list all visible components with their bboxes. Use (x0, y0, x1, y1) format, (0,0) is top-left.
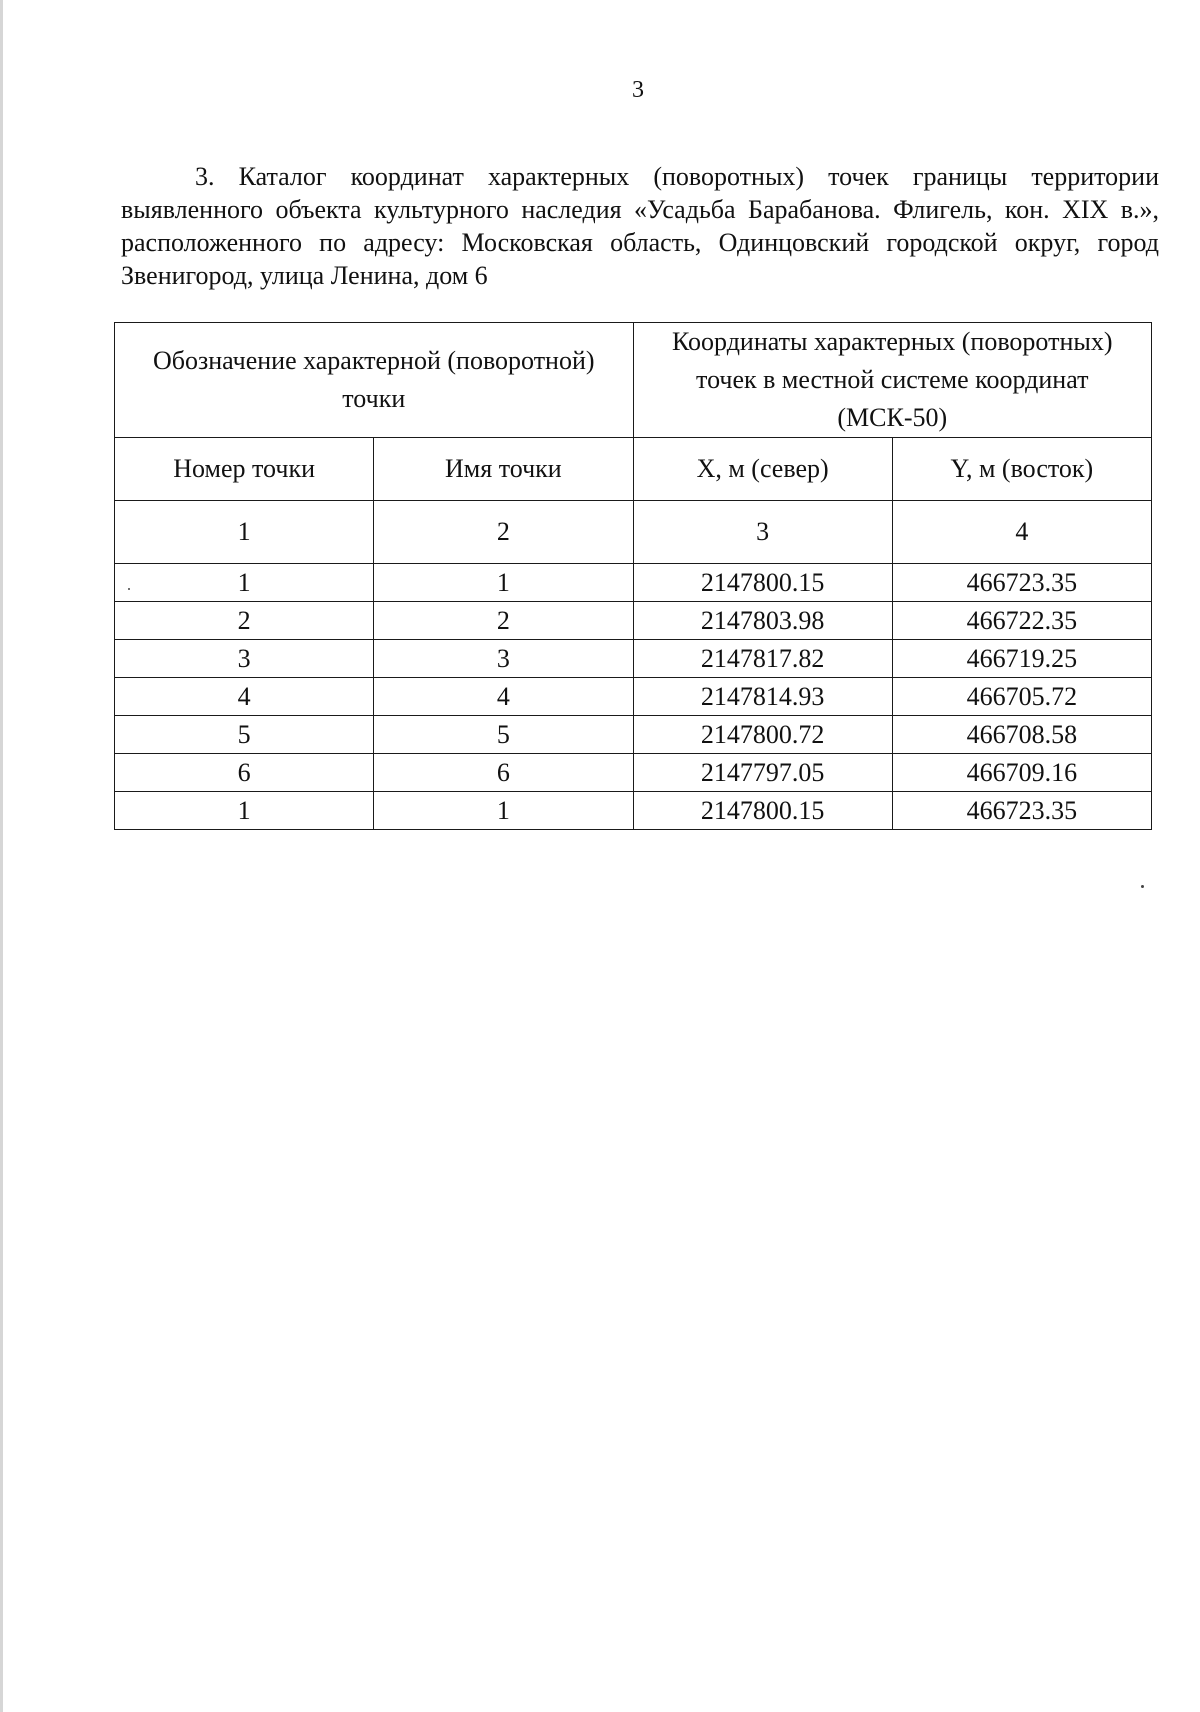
point-number-cell: 2 (115, 602, 374, 640)
point-name-header: Имя точки (374, 438, 633, 501)
column-number: 3 (633, 501, 892, 564)
y-coordinate-cell: 466708.58 (892, 716, 1151, 754)
point-name-cell: 4 (374, 678, 633, 716)
table-row (115, 602, 1152, 640)
scan-speck (128, 588, 130, 590)
point-name-cell: 1 (374, 792, 633, 830)
x-north-header: X, м (север) (633, 438, 892, 501)
column-number: 4 (892, 501, 1151, 564)
point-number-cell: 5 (115, 716, 374, 754)
page-number: 3 (632, 77, 644, 103)
point-number-cell: 6 (115, 754, 374, 792)
coordinates-catalog-table (114, 322, 1152, 830)
point-name-cell: 6 (374, 754, 633, 792)
point-number-cell: 1 (115, 792, 374, 830)
point-name-cell: 2 (374, 602, 633, 640)
x-coordinate-cell: 2147800.72 (633, 716, 892, 754)
designation-group-header: Обозначение характерной (поворотной) точки (115, 323, 634, 438)
table-row (115, 792, 1152, 830)
y-coordinate-cell: 466705.72 (892, 678, 1151, 716)
y-coordinate-cell: 466723.35 (892, 564, 1151, 602)
table-row (115, 678, 1152, 716)
coordinates-group-header: Координаты характерных (поворотных) точек в местной системе координат (МСК-50) (633, 323, 1152, 438)
table-row (115, 754, 1152, 792)
scan-speck (1141, 885, 1144, 888)
column-number: 2 (374, 501, 633, 564)
y-coordinate-cell: 466709.16 (892, 754, 1151, 792)
column-number: 1 (115, 501, 374, 564)
x-coordinate-cell: 2147814.93 (633, 678, 892, 716)
x-coordinate-cell: 2147803.98 (633, 602, 892, 640)
point-number-header: Номер точки (115, 438, 374, 501)
y-coordinate-cell: 466722.35 (892, 602, 1151, 640)
y-coordinate-cell: 466719.25 (892, 640, 1151, 678)
x-coordinate-cell: 2147800.15 (633, 564, 892, 602)
page-edge (0, 0, 3, 1712)
y-east-header: Y, м (восток) (892, 438, 1151, 501)
point-name-cell: 3 (374, 640, 633, 678)
y-coordinate-cell: 466723.35 (892, 792, 1151, 830)
catalog-heading: 3. Каталог координат характерных (поворотных) точек границы территории выявленного объекта культурного наследия «Усадьба Барабанова. Флигель, кон. XIX в.», расположенного по адресу: Московская область, Одинцовский городской округ, город Звенигород, улица Ленина, дом 6 (121, 162, 1159, 290)
table-column-header-row (115, 438, 1152, 501)
x-coordinate-cell: 2147797.05 (633, 754, 892, 792)
table-row (115, 564, 1152, 602)
point-number-cell: 1 (115, 564, 374, 602)
x-coordinate-cell: 2147800.15 (633, 792, 892, 830)
table-group-header-row (115, 323, 1152, 438)
point-number-cell: 4 (115, 678, 374, 716)
table-row (115, 640, 1152, 678)
table-row (115, 716, 1152, 754)
point-name-cell: 1 (374, 564, 633, 602)
column-number-row (115, 501, 1152, 564)
x-coordinate-cell: 2147817.82 (633, 640, 892, 678)
point-number-cell: 3 (115, 640, 374, 678)
point-name-cell: 5 (374, 716, 633, 754)
